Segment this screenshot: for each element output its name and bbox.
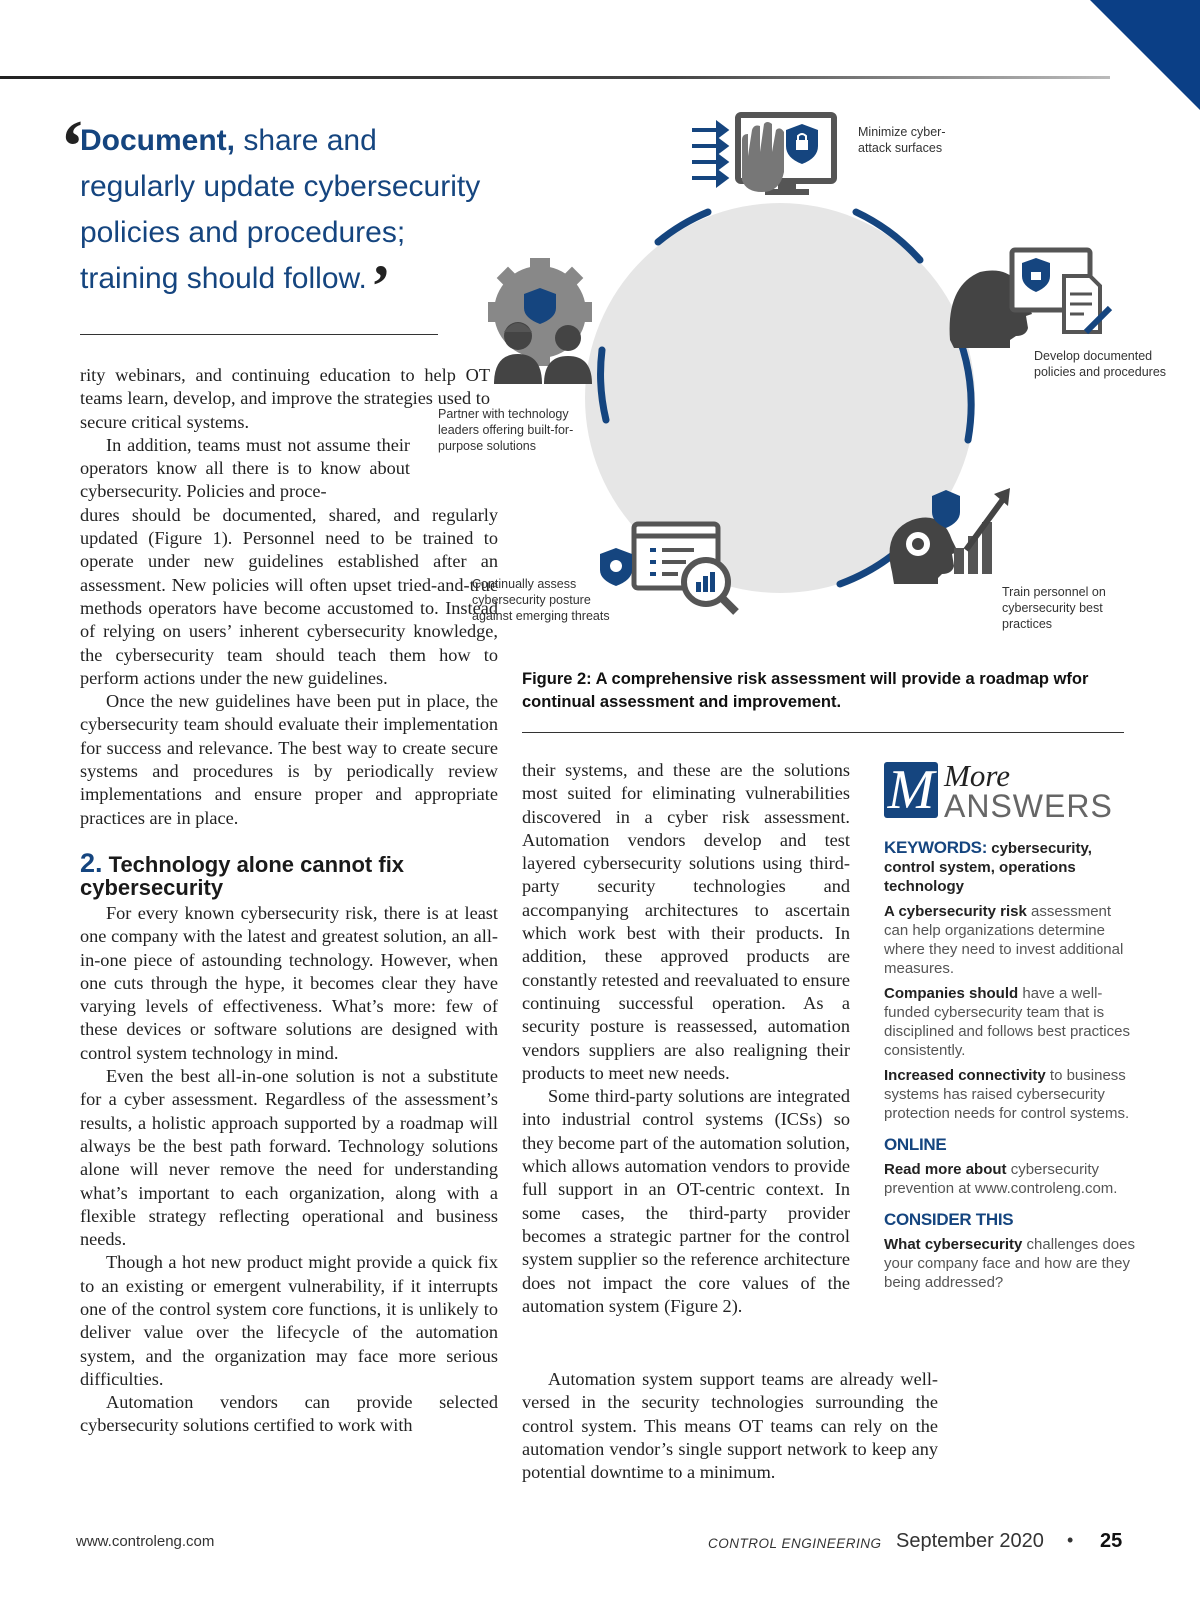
keywords-label: KEYWORDS: xyxy=(884,838,988,857)
label-minimize: Minimize cyber-attack surfaces xyxy=(858,125,946,155)
paragraph: their systems, and these are the solutions most suited for eliminating vulnerabilities discovered in a cyber risk assessment. Automation vendors develop and test layered cybersecurity solutions using third-party security technologies and accompanying architectures to ascertain which work best with their products. In addition, these approved products are constantly retested and reevaluated to ensure continuing successful operation. As a security posture is reassessed, automation vendors suppliers are also realigning their products to meet new needs. xyxy=(522,760,850,1083)
top-rule xyxy=(0,76,1110,79)
paragraph: dures should be documented, shared, and regularly updated (Figure 1). Personnel need to be trained to operate under new guidelines established after an assessment. New policies will often upset tried-and-true methods operators have become accustomed to. Instead of relying on users’ inherent cybersecurity knowledge, the cybersecurity team should teach them how to perform actions under the new guidelines. xyxy=(80,504,498,688)
figure-2-diagram xyxy=(438,100,1200,660)
paragraph: Though a hot new product might provide a quick fix to an existing or emergent vulnerability, if it interrupts one of the control system core functions, it is unlikely to deliver value over the lifecycle of the automation system, and the organization may face more serious difficulties. xyxy=(80,1252,498,1389)
label-partner: Partner with technology leaders offering built-for-purpose solutions xyxy=(438,407,574,453)
section-number: 2. xyxy=(80,847,103,878)
keywords-list: cybersecurity, control system, operations technology xyxy=(884,840,1092,895)
figure-caption: Figure 2: A comprehensive risk assessment will provide a roadmap wfor continual assessment and improvement. xyxy=(522,670,1089,711)
sidebar-point: A cybersecurity risk assessment can help organizations determine where they need to invest additional measures. xyxy=(884,903,1124,977)
paragraph: Once the new guidelines have been put in place, the cybersecurity team should evaluate their implementation for success and relevance. The best way to create secure systems and procedures is by periodically review implementations and ensure proper and appropriate practices are in place. xyxy=(80,691,498,828)
footer-magazine: CONTROL ENGINEERING xyxy=(708,1536,882,1551)
consider-this-heading: CONSIDER THIS xyxy=(884,1210,1014,1229)
pull-quote xyxy=(60,106,500,319)
online-text[interactable]: Read more about cybersecurity prevention at www.controleng.com. xyxy=(884,1161,1118,1197)
pull-quote-bold: Document, xyxy=(80,124,236,157)
page-number: 25 xyxy=(1100,1530,1123,1552)
paragraph: Even the best all-in-one solution is not a substitute for a cyber assessment. Regardless of the assessment’s results, a holistic approach supported by a roadmap will always be the best path forward. Technology solutions alone will never remove the need for understanding what’s important to each organization, along with a flexible strategy reflecting operational and business needs. xyxy=(80,1066,498,1250)
section-title: Technology alone cannot fix cybersecurity xyxy=(80,851,405,900)
sidebar-point: Companies should have a well-funded cybersecurity team that is disciplined and follows best practices consistently. xyxy=(884,985,1130,1059)
article-column-1 xyxy=(80,364,498,1438)
label-train: Train personnel on cybersecurity best practices xyxy=(1002,585,1106,631)
label-assess: Continually assess cybersecurity posture against emerging threats xyxy=(472,577,610,623)
paragraph: In addition, teams must not assume their operators know all there is to know about cybersecurity. Policies and proce- xyxy=(80,434,410,502)
section-heading xyxy=(80,847,498,900)
label-develop: Develop documented policies and procedures xyxy=(1034,349,1167,379)
paragraph: For every known cybersecurity risk, there is at least one company with the latest and greatest solution, an all-in-one piece of astounding technology. However, when one cuts through the hype, it becomes clear they have varying levels of effectiveness. What’s more: few of these devices or software solutions are designed with control system technology in mind. xyxy=(80,902,498,1063)
pull-quote-rule xyxy=(80,334,438,335)
sidebar-point: Increased connectivity to business systems has raised cybersecurity protection needs for control systems. xyxy=(884,1067,1130,1122)
caption-rule xyxy=(522,732,1124,733)
online-heading: ONLINE xyxy=(884,1135,947,1154)
paragraph: Automation vendors can provide selected cybersecurity solutions certified to work with xyxy=(80,1392,498,1436)
footer-date: September 2020 xyxy=(896,1530,1044,1552)
footer-bullet: • xyxy=(1067,1530,1074,1550)
close-quote-mark: ’ xyxy=(370,253,391,319)
head-document-icon xyxy=(950,250,1110,348)
pull-quote-text: share and regularly update cybersecurity policies and procedures; training should follow. xyxy=(80,124,481,295)
partner-gear-icon xyxy=(488,258,592,384)
paragraph: rity webinars, and continuing education to help OT teams learn, develop, and improve the strategies used to secure critical systems. xyxy=(80,365,490,432)
logo-m-badge: M xyxy=(884,762,938,818)
consider-this-text: What cybersecurity challenges does your company face and how are they being addressed? xyxy=(884,1236,1135,1291)
logo-answers-text: ANSWERS xyxy=(944,788,1113,824)
article-column-2 xyxy=(522,759,850,1318)
article-column-2-continued xyxy=(522,1368,938,1484)
paragraph: Automation system support teams are already well-versed in the security technologies surrounding the control system. This means OT teams can rely on the automation vendor’s single support network to keep any potential downtime to a minimum. xyxy=(522,1369,938,1483)
footer-url[interactable]: www.controleng.com xyxy=(76,1533,215,1550)
open-quote-mark: ‘ xyxy=(60,106,85,188)
logo-more-text: More xyxy=(944,758,1010,793)
more-answers-logo xyxy=(884,758,1136,826)
corner-accent xyxy=(1090,0,1200,110)
more-answers-sidebar xyxy=(884,758,1136,1292)
keywords xyxy=(884,838,1136,896)
paragraph: Some third-party solutions are integrated into industrial control systems (ICSs) so they become part of the automation solution, which allows automation vendors to provide full support in an OT-centric context. In some cases, the third-party provider becomes a strategic partner for the control system supplier so the reference architecture does not impact the core values of the automation system (Figure 2). xyxy=(522,1086,850,1316)
monitor-shield-icon xyxy=(692,115,834,195)
